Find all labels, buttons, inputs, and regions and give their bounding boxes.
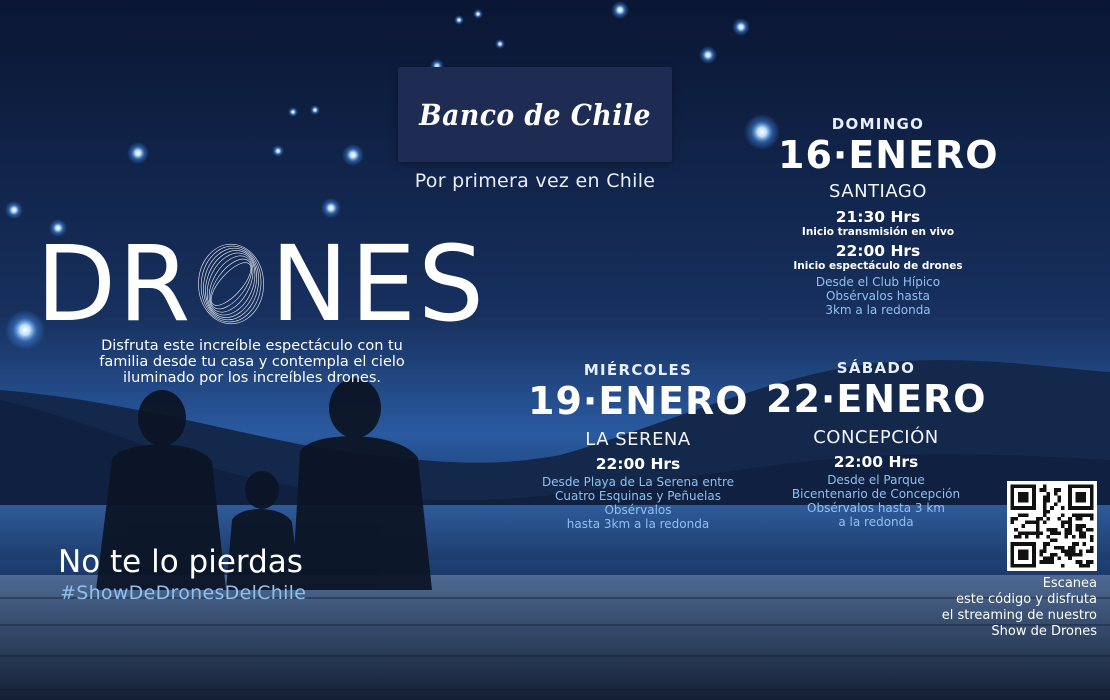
- note-line: Obsérvalos hasta: [825, 289, 931, 303]
- event-day: DOMINGO: [831, 115, 925, 133]
- qr-line: Escanea: [1042, 576, 1097, 591]
- tagline: Por primera vez en Chile: [414, 170, 656, 192]
- drones-title: [36, 224, 486, 344]
- note-line: Desde Playa de La Serena entre: [541, 475, 735, 489]
- note-line: Desde el Parque: [827, 473, 925, 487]
- bank-logo-text: Banco de Chile: [419, 97, 651, 132]
- event-date: 22·ENERO: [766, 377, 987, 421]
- intro-line: familia desde tu casa y contempla el cielo: [99, 354, 405, 370]
- qr-line: Show de Drones: [991, 624, 1097, 639]
- event-date: 16·ENERO: [778, 133, 999, 177]
- note-line: Bicentenario de Concepción: [791, 487, 961, 501]
- event-city: LA SERENA: [585, 429, 691, 450]
- note-line: Desde el Club Hípico: [815, 275, 941, 289]
- note-line: Obsérvalos hasta 3 km: [807, 501, 945, 515]
- drone-ring-icon: [194, 234, 268, 334]
- qr-instructions: [880, 576, 1097, 640]
- event-time: 22:00 Hrs: [595, 455, 681, 473]
- event-date: 19·ENERO: [528, 379, 749, 423]
- bank-logo: [398, 67, 672, 162]
- note-line: hasta 3km a la redonda: [566, 517, 710, 531]
- event-day: MIÉRCOLES: [583, 361, 693, 379]
- intro-line: iluminado por los increíbles drones.: [123, 370, 381, 386]
- event-city: SANTIAGO: [829, 181, 927, 202]
- title-part-2: NES: [270, 223, 486, 345]
- headline: No te lo pierdas: [58, 544, 303, 580]
- intro-text: [62, 338, 442, 386]
- note-line: Cuatro Esquinas y Peñuelas: [555, 489, 721, 503]
- qr-line: el streaming de nuestro: [941, 608, 1097, 623]
- note-line: Obsérvalos: [604, 503, 672, 517]
- event-location-note: [528, 475, 748, 531]
- qr-code-icon[interactable]: [1007, 481, 1097, 571]
- event-city: CONCEPCIÓN: [813, 427, 939, 448]
- note-line: 3km a la redonda: [825, 303, 931, 317]
- qr-line: este código y disfruta: [956, 592, 1097, 607]
- event-time: 22:00 Hrs: [835, 242, 921, 260]
- hashtag[interactable]: #ShowDeDronesDelChile: [60, 582, 307, 604]
- event-time: 22:00 Hrs: [833, 453, 919, 471]
- event-location-note: [778, 275, 978, 317]
- intro-line: Disfruta este increíble espectáculo con tu: [101, 338, 403, 354]
- event-santiago: [778, 115, 999, 317]
- note-line: a la redonda: [838, 515, 914, 529]
- event-time: 21:30 Hrs: [835, 208, 921, 226]
- title-part-1: DR: [36, 223, 193, 345]
- event-day: SÁBADO: [836, 359, 916, 377]
- event-time-note: Inicio espectáculo de drones: [793, 260, 963, 272]
- event-concepcion: [766, 359, 986, 529]
- event-time-note: Inicio transmisión en vivo: [801, 226, 955, 238]
- event-location-note: [766, 473, 986, 529]
- event-la-serena: [528, 361, 748, 531]
